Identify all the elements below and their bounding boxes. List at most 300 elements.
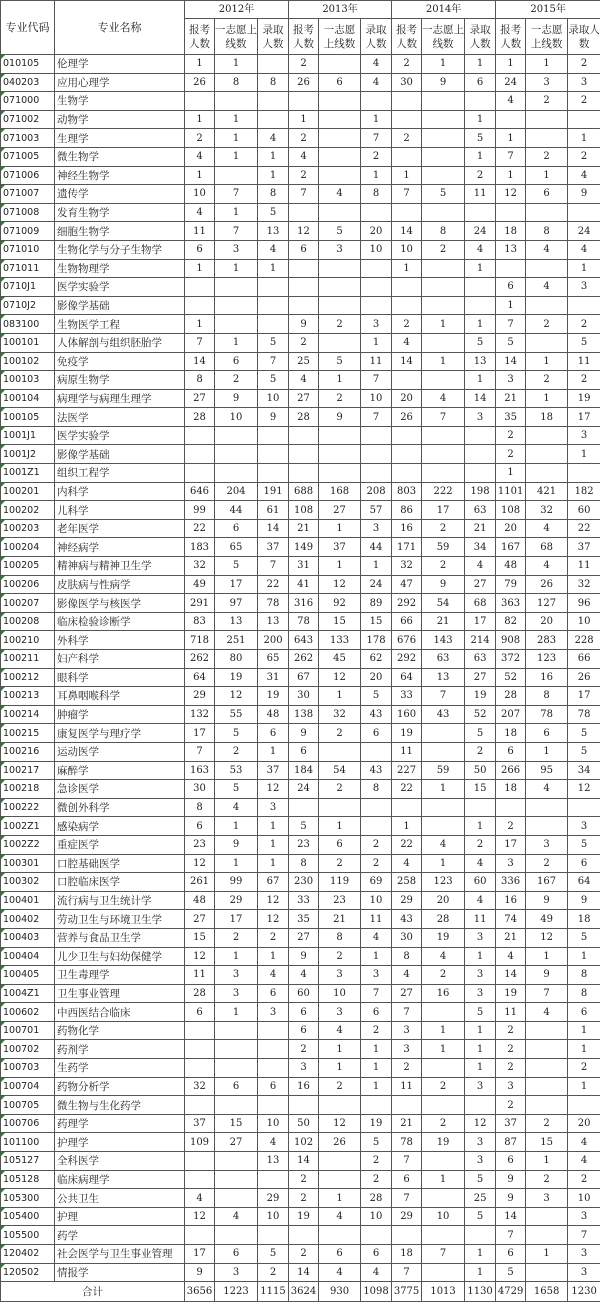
value-cell: 258 (392, 873, 422, 892)
value-cell: 6 (392, 1170, 422, 1189)
value-cell (289, 798, 319, 817)
value-cell: 4 (289, 966, 319, 985)
major-code-cell: 040203 (1, 73, 55, 92)
value-cell: 1 (319, 1059, 361, 1078)
value-cell: 3 (568, 278, 600, 297)
value-cell: 11 (361, 352, 392, 371)
value-cell: 60 (568, 501, 600, 520)
value-cell: 11 (185, 966, 215, 985)
value-cell: 1 (215, 947, 258, 966)
applicants-header: 报考人数 (289, 19, 319, 55)
value-cell: 4 (526, 557, 568, 576)
value-cell: 32 (319, 705, 361, 724)
table-row (1, 464, 600, 483)
value-cell: 4 (361, 1263, 392, 1282)
value-cell: 1 (422, 315, 465, 334)
value-cell: 34 (568, 761, 600, 780)
value-cell: 127 (526, 594, 568, 613)
value-cell: 20 (392, 389, 422, 408)
value-cell: 6 (526, 724, 568, 743)
value-cell (215, 315, 258, 334)
value-cell: 3 (258, 1003, 289, 1022)
value-cell: 10 (422, 1207, 465, 1226)
major-code-cell: 100702 (1, 1040, 55, 1059)
value-cell: 26 (568, 668, 600, 687)
value-cell: 3 (319, 1003, 361, 1022)
value-cell (258, 278, 289, 297)
table-row (1, 798, 600, 817)
table-row (1, 482, 600, 501)
value-cell: 7 (568, 1226, 600, 1245)
value-cell: 25 (289, 352, 319, 371)
value-cell: 4 (185, 147, 215, 166)
value-cell: 32 (392, 557, 422, 576)
value-cell (258, 1059, 289, 1078)
value-cell: 7 (215, 185, 258, 204)
table-row (1, 612, 600, 631)
major-code-cell: 120402 (1, 1245, 55, 1264)
value-cell (289, 259, 319, 278)
value-cell (319, 129, 361, 148)
value-cell: 1 (215, 55, 258, 74)
value-cell (422, 1189, 465, 1208)
admitted-header: 录取人数 (465, 19, 496, 55)
value-cell: 5 (319, 222, 361, 241)
major-name-cell: 儿科学 (55, 501, 185, 520)
value-cell: 123 (422, 873, 465, 892)
value-cell (319, 333, 361, 352)
value-cell: 48 (258, 705, 289, 724)
value-cell (526, 129, 568, 148)
value-cell: 4 (526, 780, 568, 799)
value-cell: 17 (422, 501, 465, 520)
value-cell: 4 (319, 1021, 361, 1040)
value-cell: 4 (465, 557, 496, 576)
value-cell: 2 (465, 835, 496, 854)
total-value-cell: 1115 (258, 1282, 289, 1302)
value-cell: 262 (289, 650, 319, 669)
value-cell: 1 (496, 464, 526, 483)
value-cell (289, 296, 319, 315)
value-cell: 1 (496, 129, 526, 148)
table-row (1, 1170, 600, 1189)
value-cell (392, 1096, 422, 1115)
value-cell: 2 (289, 129, 319, 148)
value-cell: 64 (185, 668, 215, 687)
total-value-cell: 1013 (422, 1282, 465, 1302)
value-cell: 6 (496, 742, 526, 761)
value-cell: 37 (319, 538, 361, 557)
value-cell: 20 (526, 612, 568, 631)
value-cell: 27 (465, 668, 496, 687)
value-cell: 4 (496, 92, 526, 111)
value-cell: 44 (361, 538, 392, 557)
value-cell (361, 92, 392, 111)
value-cell: 1 (215, 203, 258, 222)
value-cell (392, 798, 422, 817)
value-cell: 37 (496, 1114, 526, 1133)
value-cell: 35 (496, 408, 526, 427)
value-cell: 2 (526, 1170, 568, 1189)
value-cell: 32 (185, 1077, 215, 1096)
value-cell (361, 742, 392, 761)
major-code-cell: 100206 (1, 575, 55, 594)
major-name-cell: 临床病理学 (55, 1170, 185, 1189)
value-cell: 4 (526, 278, 568, 297)
value-cell: 1 (258, 854, 289, 873)
value-cell: 30 (289, 687, 319, 706)
value-cell: 79 (496, 575, 526, 594)
value-cell: 266 (496, 761, 526, 780)
value-cell: 102 (289, 1133, 319, 1152)
major-code-cell: 100405 (1, 966, 55, 985)
value-cell: 6 (568, 854, 600, 873)
value-cell: 1 (258, 817, 289, 836)
table-row (1, 240, 600, 259)
value-cell: 63 (465, 650, 496, 669)
major-code-cell: 100207 (1, 594, 55, 613)
major-name-cell: 发育生物学 (55, 203, 185, 222)
value-cell: 20 (496, 519, 526, 538)
major-code-cell: 105127 (1, 1152, 55, 1171)
value-cell: 8 (319, 928, 361, 947)
value-cell (319, 426, 361, 445)
value-cell: 20 (568, 1114, 600, 1133)
value-cell: 1 (568, 259, 600, 278)
major-code-cell: 100102 (1, 352, 55, 371)
value-cell: 2 (361, 854, 392, 873)
major-name-cell: 神经生物学 (55, 166, 185, 185)
major-code-cell: 100403 (1, 928, 55, 947)
value-cell: 12 (319, 668, 361, 687)
value-cell: 1 (185, 166, 215, 185)
value-cell (568, 110, 600, 129)
value-cell: 27 (319, 501, 361, 520)
value-cell: 22 (392, 835, 422, 854)
value-cell: 17 (496, 835, 526, 854)
value-cell: 63 (465, 501, 496, 520)
value-cell: 2 (526, 315, 568, 334)
value-cell: 1 (526, 389, 568, 408)
value-cell: 6 (258, 984, 289, 1003)
value-cell: 2 (319, 947, 361, 966)
table-row (1, 668, 600, 687)
value-cell: 6 (496, 1245, 526, 1264)
value-cell: 18 (496, 780, 526, 799)
major-code-cell: 1002Z1 (1, 817, 55, 836)
table-row (1, 1077, 600, 1096)
value-cell (392, 464, 422, 483)
major-code-cell: 100214 (1, 705, 55, 724)
value-cell (465, 798, 496, 817)
value-cell (215, 1189, 258, 1208)
value-cell: 6 (215, 1245, 258, 1264)
value-cell: 3 (496, 1077, 526, 1096)
table-row (1, 278, 600, 297)
value-cell: 8 (526, 222, 568, 241)
value-cell: 61 (258, 501, 289, 520)
value-cell: 7 (289, 185, 319, 204)
value-cell: 8 (361, 185, 392, 204)
value-cell: 1 (422, 854, 465, 873)
major-code-cell: 105128 (1, 1170, 55, 1189)
value-cell (215, 92, 258, 111)
table-row (1, 631, 600, 650)
total-value-cell: 1658 (526, 1282, 568, 1302)
value-cell: 4 (465, 240, 496, 259)
table-row (1, 984, 600, 1003)
value-cell: 2 (319, 854, 361, 873)
value-cell (526, 426, 568, 445)
table-row (1, 1189, 600, 1208)
value-cell: 4 (361, 55, 392, 74)
value-cell: 2 (568, 92, 600, 111)
value-cell: 2 (319, 724, 361, 743)
major-name-cell: 组织工程学 (55, 464, 185, 483)
value-cell: 1 (319, 1040, 361, 1059)
value-cell: 214 (465, 631, 496, 650)
value-cell (215, 1059, 258, 1078)
value-cell: 2 (361, 1152, 392, 1171)
value-cell: 10 (215, 408, 258, 427)
value-cell: 22 (185, 519, 215, 538)
major-name-cell: 细胞生物学 (55, 222, 185, 241)
major-code-cell: 100201 (1, 482, 55, 501)
value-cell: 15 (185, 928, 215, 947)
value-cell (361, 445, 392, 464)
value-cell: 13 (215, 612, 258, 631)
value-cell (526, 1226, 568, 1245)
value-cell: 67 (258, 873, 289, 892)
table-row (1, 501, 600, 520)
value-cell: 16 (422, 984, 465, 1003)
table-row (1, 761, 600, 780)
value-cell: 7 (392, 1189, 422, 1208)
value-cell: 28 (361, 1189, 392, 1208)
major-code-cell: 100103 (1, 371, 55, 390)
value-cell: 1 (465, 371, 496, 390)
value-cell: 5 (465, 1003, 496, 1022)
admitted-header: 录取人数 (258, 19, 289, 55)
value-cell: 29 (185, 687, 215, 706)
table-row (1, 371, 600, 390)
value-cell: 9 (568, 891, 600, 910)
value-cell: 18 (496, 222, 526, 241)
value-cell (526, 445, 568, 464)
value-cell: 4 (526, 240, 568, 259)
value-cell: 37 (258, 538, 289, 557)
value-cell: 26 (185, 73, 215, 92)
value-cell: 5 (496, 333, 526, 352)
table-row (1, 687, 600, 706)
table-row (1, 296, 600, 315)
value-cell: 13 (258, 1152, 289, 1171)
value-cell: 2 (422, 1114, 465, 1133)
value-cell (465, 203, 496, 222)
value-cell: 4 (465, 854, 496, 873)
value-cell: 1 (319, 687, 361, 706)
value-cell: 52 (496, 668, 526, 687)
major-code-cell: 100222 (1, 798, 55, 817)
value-cell: 208 (361, 482, 392, 501)
value-cell (215, 166, 258, 185)
value-cell (422, 92, 465, 111)
value-cell: 78 (258, 594, 289, 613)
value-cell: 4 (422, 389, 465, 408)
value-cell: 43 (361, 761, 392, 780)
value-cell: 12 (526, 928, 568, 947)
value-cell (526, 817, 568, 836)
value-cell: 8 (392, 947, 422, 966)
value-cell: 8 (568, 966, 600, 985)
value-cell (258, 296, 289, 315)
table-row (1, 1114, 600, 1133)
value-cell: 2 (422, 557, 465, 576)
value-cell: 28 (185, 984, 215, 1003)
value-cell: 5 (568, 835, 600, 854)
value-cell: 1 (422, 1021, 465, 1040)
value-cell: 251 (215, 631, 258, 650)
value-cell: 14 (496, 352, 526, 371)
value-cell: 12 (215, 687, 258, 706)
major-name-cell: 动物学 (55, 110, 185, 129)
value-cell (422, 464, 465, 483)
value-cell: 11 (568, 557, 600, 576)
major-code-cell: 100701 (1, 1021, 55, 1040)
major-code-cell: 083100 (1, 315, 55, 334)
value-cell: 1 (465, 315, 496, 334)
first-choice-passed-header: 一志愿上线数 (526, 19, 568, 55)
value-cell: 3 (568, 1207, 600, 1226)
value-cell (319, 1152, 361, 1171)
applicants-header: 报考人数 (392, 19, 422, 55)
value-cell: 65 (215, 538, 258, 557)
value-cell: 37 (568, 538, 600, 557)
value-cell: 26 (289, 73, 319, 92)
major-name-cell: 护理学 (55, 1133, 185, 1152)
value-cell (568, 203, 600, 222)
major-code-cell: 101100 (1, 1133, 55, 1152)
value-cell: 1 (319, 817, 361, 836)
value-cell: 12 (258, 891, 289, 910)
value-cell: 2 (319, 389, 361, 408)
major-name-cell: 微生物学 (55, 147, 185, 166)
value-cell: 132 (185, 705, 215, 724)
table-row (1, 185, 600, 204)
value-cell (422, 1263, 465, 1282)
value-cell (422, 798, 465, 817)
value-cell: 2 (185, 129, 215, 148)
first-choice-passed-header: 一志愿上线数 (215, 19, 258, 55)
value-cell: 1 (215, 110, 258, 129)
value-cell: 3 (568, 1245, 600, 1264)
value-cell: 198 (465, 482, 496, 501)
value-cell (185, 1040, 215, 1059)
value-cell (422, 1059, 465, 1078)
value-cell: 9 (215, 835, 258, 854)
major-name-cell: 重症医学 (55, 835, 185, 854)
value-cell: 80 (215, 650, 258, 669)
value-cell: 10 (319, 984, 361, 1003)
table-header (1, 1, 600, 55)
value-cell: 1 (361, 166, 392, 185)
value-cell: 4 (465, 891, 496, 910)
value-cell: 19 (289, 1207, 319, 1226)
value-cell (526, 1263, 568, 1282)
value-cell (258, 1170, 289, 1189)
value-cell (185, 1096, 215, 1115)
value-cell: 2 (422, 519, 465, 538)
value-cell (289, 464, 319, 483)
value-cell: 6 (319, 835, 361, 854)
value-cell: 6 (258, 724, 289, 743)
table-row (1, 445, 600, 464)
value-cell: 12 (258, 780, 289, 799)
value-cell: 18 (392, 1245, 422, 1264)
value-cell (319, 296, 361, 315)
value-cell: 2 (215, 371, 258, 390)
value-cell (289, 426, 319, 445)
first-choice-passed-header: 一志愿上线数 (422, 19, 465, 55)
value-cell: 3 (258, 798, 289, 817)
value-cell: 5 (258, 203, 289, 222)
value-cell: 123 (526, 650, 568, 669)
value-cell: 2 (496, 1096, 526, 1115)
total-value-cell: 1223 (215, 1282, 258, 1302)
value-cell: 59 (422, 761, 465, 780)
value-cell: 261 (185, 873, 215, 892)
value-cell: 143 (422, 631, 465, 650)
value-cell: 10 (568, 612, 600, 631)
value-cell (258, 55, 289, 74)
major-name-cell: 麻醉学 (55, 761, 185, 780)
value-cell: 4 (422, 835, 465, 854)
value-cell (526, 203, 568, 222)
value-cell: 24 (496, 73, 526, 92)
major-name-cell: 药物化学 (55, 1021, 185, 1040)
value-cell: 27 (289, 389, 319, 408)
value-cell: 5 (465, 333, 496, 352)
value-cell (392, 1226, 422, 1245)
value-cell: 2 (319, 315, 361, 334)
value-cell: 99 (185, 501, 215, 520)
table-row (1, 1021, 600, 1040)
admitted-header: 录取人数 (568, 19, 600, 55)
value-cell: 16 (392, 519, 422, 538)
major-name-cell: 耳鼻咽喉科学 (55, 687, 185, 706)
major-name-cell: 眼科学 (55, 668, 185, 687)
value-cell: 21 (465, 519, 496, 538)
value-cell (361, 296, 392, 315)
value-cell: 7 (258, 352, 289, 371)
value-cell: 8 (422, 222, 465, 241)
value-cell: 4 (319, 185, 361, 204)
value-cell: 14 (496, 1207, 526, 1226)
value-cell: 14 (392, 222, 422, 241)
value-cell: 1 (568, 445, 600, 464)
value-cell: 182 (568, 482, 600, 501)
value-cell: 1 (465, 55, 496, 74)
major-code-cell: 071003 (1, 129, 55, 148)
value-cell: 9 (185, 1263, 215, 1282)
table-row (1, 1226, 600, 1245)
major-code-cell: 1001Z1 (1, 464, 55, 483)
value-cell: 2 (568, 371, 600, 390)
value-cell: 14 (465, 389, 496, 408)
value-cell: 6 (361, 724, 392, 743)
value-cell (422, 1003, 465, 1022)
value-cell: 1 (496, 166, 526, 185)
